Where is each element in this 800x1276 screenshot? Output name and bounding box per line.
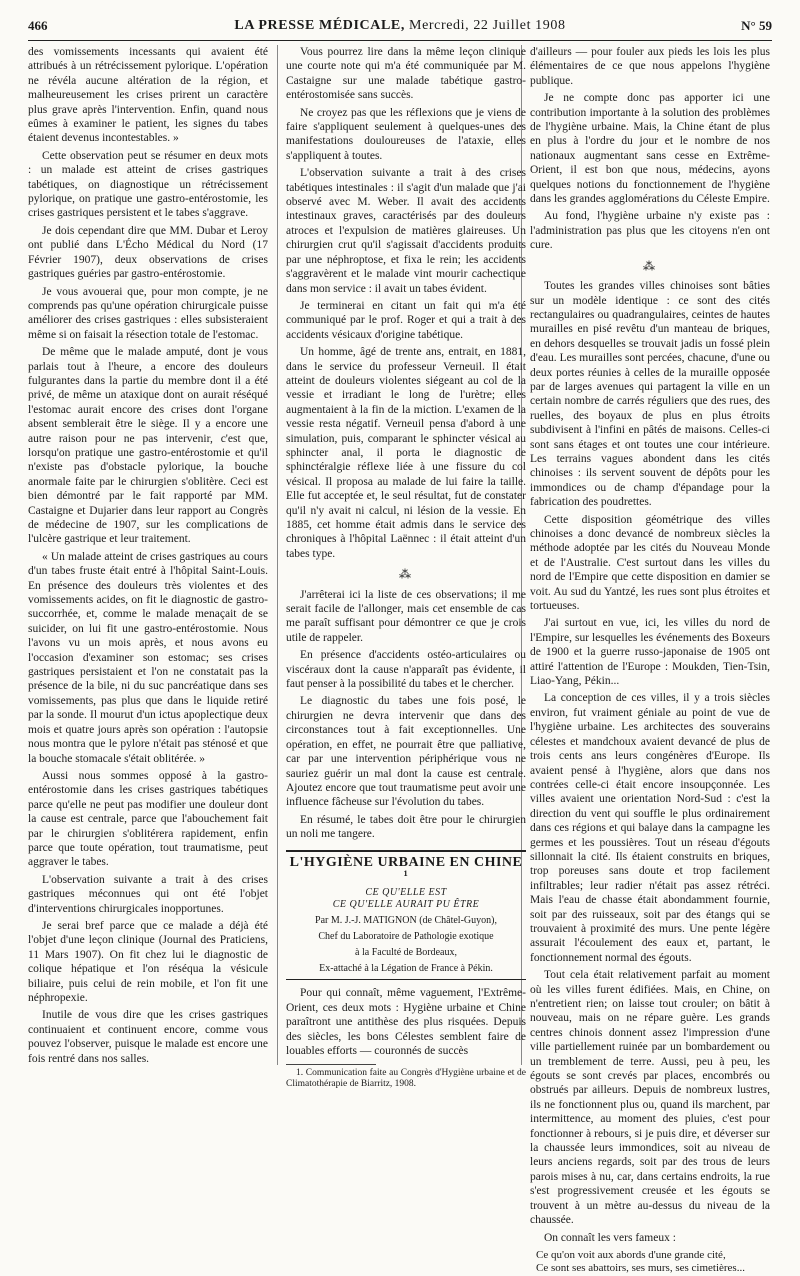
paragraph: Je ne compte donc pas apporter ici une contribution importante à la solution des problèmes de l'hygiène urbaine. Mais, la Chine étant de plus en plus à l'ordre du jour et le nombre de nos nationaux augmentant sans cesse en Extrême-Orient, il est bon que nous, médecins, ayons quelques notions du fonctionnement de l'hygiène dans les grandes agglomérations du Céleste Empire. (530, 92, 770, 206)
paragraph: Aussi nous sommes opposé à la gastro-entérostomie dans les crises gastriques tabétiques parce qu'elle ne peut pas modifier une douleur dont la cause est centrale, parce que l'abouchement fait par le chirurgien s'oblitérera rapidement, enfin parce que toute opération, tout traumatisme, peut aggraver le tabes. (28, 769, 268, 869)
section-separator: ⁂ (643, 258, 657, 273)
article-subtitle: CE QU'ELLE AURAIT PU ÊTRE (332, 899, 480, 911)
paragraph: d'ailleurs — pour fouler aux pieds les lois les plus élémentaires de ce que nous appelons l'hygiène publique. (530, 46, 770, 87)
verse-line: Ce qu'on voit aux abords d'une grande cité, (536, 1248, 726, 1261)
paragraph: Je terminerai en citant un fait qui m'a été communiqué par le prof. Roger et qui a trait à des accidents vésicaux d'origine tabétique. (286, 299, 526, 341)
paragraph: Je serai bref parce que ce malade a déjà été l'objet d'une leçon clinique (Journal des Praticiens, 11 Mars 1907). On fit chez lui le diagnostic de colique hépatique et l'on réséqua la vésicule biliaire, puis celui de rein mobile, et l'on fit une néphropexie. (28, 919, 268, 1004)
verse-quote (530, 1249, 770, 1276)
column-1 (28, 45, 268, 1065)
paragraph: On connaît les vers fameux : (544, 1231, 676, 1244)
paragraph: Je dois cependant dire que MM. Dubar et Leroy ont publié dans L'Écho Médical du Nord (17 Février 1907), deux observations de crises gastriques guéries par gastro-entérostomie. (28, 224, 268, 281)
paragraph: La conception de ces villes, il y a trois siècles environ, fut vraiment géniale au point de vue de l'hygiène urbaine. Les architectes des souverains célestes et mandchoux avaient devancé de plus de trois cents ans leurs congénères d'Europe. Ils avaient pensé à l'hygiène, alors que dans nos contrées celle-ci était encore insoupçonnée. Les villes avaient une orientation Nord-Sud : c'est la direction du vent qui souffle le plus ordinairement dans ces régions et qui balaye dans la campagne les germes et les poussières. Tout un réseau d'égouts sillonnait la cité. Ils étaient construits en briques, trop poreuses sans doute et trop facilement infiltrables; leur radier n'était pas assez rétréci. Mais l'eau de chasse était abondamment fournie, soit par des ruisseaux, soit par des étangs qui se trouvaient à proximité des murs. Une pente légère assurait l'écoulement des eaux et, partant, le fonctionnement normal des égouts. (530, 692, 770, 964)
paragraph: Ne croyez pas que les réflexions que je viens de faire s'appliquent seulement à quelques-unes des manifestations douloureuses de l'ataxie, elles s'appliquent à toutes. (286, 106, 526, 162)
column-2 (286, 45, 526, 1090)
page-number: 466 (28, 18, 48, 33)
paragraph: En résumé, le tabes doit être pour le chirurgien un noli me tangere. (286, 813, 526, 841)
article-affiliation: à la Faculté de Bordeaux, (355, 947, 457, 959)
masthead-title: LA PRESSE MÉDICALE, (234, 18, 405, 33)
paragraph: Un homme, âgé de trente ans, entrait, en 1881, dans le service du professeur Verneuil. Il était atteint de douleurs violentes siégeant au col de la vessie et irradiant le long de l'urètre; elles augmentaient à la fin de la miction. L'examen de la vessie resta négatif. Verneuil pensa d'abord à une simulation, puis, comparant le sphincter vésical au sphincter anal, il porta le diagnostic de sphinctéralgie réflexe liée à une fissure du col vésical. Il proposa au malade de lui faire la taille. Elle fut acceptée et, le seul résultat, fut de constater qu'il n'y avait ni calcul, ni lésion de la vessie. En 1885, cet homme était admis dans le service des chroniques à l'hôpital Laënnec : il était atteint d'un tabes type. (286, 346, 526, 560)
paragraph: Inutile de vous dire que les crises gastriques continuaient et continuent encore, comme vous pouvez l'observer, puisque le malade est encore une fois rentré dans nos salles. (28, 1009, 268, 1065)
article-title: L'HYGIÈNE URBAINE EN CHINE ¹ (289, 854, 523, 884)
paragraph: Je vous avouerai que, pour mon compte, je ne comprends pas qu'une opération chirurgicale puisse améliorer des crises gastriques : elles subsisteraient même si on faisait la résection totale de l'estomac. (28, 285, 268, 341)
paragraph: Tout cela était relativement parfait au moment où les villes furent édifiées. Mais, en Chine, on n'entretient rien; on laisse tout crouler; on bâtit à nouveau, mais on ne répare guère. Les grands centres chinois donnent assez l'impression d'une ville partiellement ruinée par un bombardement ou un tremblement de terre. Aussi, peu à peu, les égouts se sont crevés par places, encombrés ou obstrués par ailleurs. Depuis de nombreux lustres, ils ne fonctionnent plus ou, quand ils marchent, par intermittence, au moment des pluies, c'est pour fonctionner à rebours, si je puis dire, et déverser sur la chaussée leurs immondices, soit au niveau de leurs anciens regards, soit par des trous de leurs parois mises à nu, car, dans certains endroits, la rue s'est progressivement creusée et les égouts se trouvent à un mètre au-dessus du niveau de la chaussée. (530, 969, 770, 1227)
paragraph: Toutes les grandes villes chinoises sont bâties sur un modèle identique : ce sont des cités rectangulaires ou quadrangulaires, ceintes de hautes murailles en pisé revêtu d'un manteau de briques, en dehors desquelles se trouvait jadis un fossé plein d'eau. Les murailles sont percées, chacune, d'une ou deux portes réunies à celles de la muraille opposée par de larges avenues qui partagent la ville en un certain nombre de carrés réguliers que des rues, des ruelles, des boyaux de plus en plus étroits subdivisent à l'infini en pâtés de maisons. Celles-ci sont sans étages et ont toutes une cour intérieure. Les terrains vagues abondent dans les cités chinoises : ils servent souvent de dépôts pour les immondices ou de champ d'épandage pour la fabrication des poudrettes. (530, 280, 770, 509)
paragraph: Au fond, l'hygiène urbaine n'y existe pas : l'administration pas plus que les citoyens n'en ont cure. (530, 210, 770, 252)
article-affiliation: Chef du Laboratoire de Pathologie exotique (318, 931, 494, 943)
paragraph: « Un malade atteint de crises gastriques au cours d'un tabes fruste était entré à l'hôpital Saint-Louis. En présence des douleurs très violentes et des vomissements acides, on fit le diagnostic de gastro-succorrhée, et, comme le malade menaçait de se suicider, on lui fit une gastro-entérostomie. Nous l'avons vu un mois après, et nous avons eu l'occasion d'examiner son estomac; ses crises gastriques persistaient et l'on ne constatait pas la présence de la bile, ni du suc pancréatique dans ses vomissements, pas plus que dans le liquide retiré par la sonde. Il mourut d'un ictus apoplectique deux mois et quatre jours après son opération : l'autopsie nous montra que le pylore n'était pas sténosé et que la bouche stomacale s'était oblitérée. » (28, 550, 268, 765)
article-heading (286, 850, 526, 981)
article-subtitle: CE QU'ELLE EST (365, 887, 447, 899)
paragraph: L'observation suivante a trait à des crises gastriques méconnues qui ont été l'objet d'interventions chirurgicales inopportunes. (28, 873, 268, 915)
issue-number: N° 59 (741, 18, 772, 33)
paragraph: J'arrêterai ici la liste de ces observations; il me serait facile de l'allonger, mais cet ensemble de cas me paraît suffisant pour démontrer ce que je crois utile de rappeler. (286, 588, 526, 644)
paragraph: J'ai surtout en vue, ici, les villes du nord de l'Empire, sur lesquelles les événements des Boxeurs de 1900 et la guerre russo-japonaise de 1905 ont attiré l'attention de l'Europe : Moukden, Tien-Tsin, Liao-Yang, Pékin... (530, 617, 770, 688)
masthead (28, 18, 772, 34)
paragraph: En présence d'accidents ostéo-articulaires ou viscéraux dont la cause n'apparaît pas évidente, il faut penser à la possibilité du tabes et le chercher. (286, 649, 526, 691)
paragraph: Cette observation peut se résumer en deux mots : un malade est atteint de crises gastriques tabétiques, on diagnostique un rétrécissement pylorique, on pratique une gastro-entérostomie, les crises gastriques persistent et le tabes s'aggrave. (28, 149, 268, 220)
column-divider (277, 45, 278, 1065)
header-rule (28, 40, 772, 41)
section-separator: ⁂ (399, 567, 413, 582)
paragraph: L'observation suivante a trait à des crises tabétiques intestinales : il s'agit d'un malade que j'ai observé avec M. Weber. Il avait des accidents intestinaux graves, caractérisés par des douleurs atroces et l'expulsion de matières glaireuses. Un chirurgien crut qu'il s'agissait d'accidents produits par une néphroptose, et fixa le rein; les accidents s'aggravèrent et le malade vint mourir cachectique dans mon service : il avait un tabes évident. (286, 167, 526, 295)
paragraph: De même que le malade amputé, dont je vous parlais tout à l'heure, a encore des douleurs fulgurantes dans la partie du membre dont il a été privé, de même un ataxique dont on aurait réséqué l'estomac aurait encore des crises dont l'organe absent semblerait être le siège. Il y a encore une autre raison pour ne pas intervenir, c'est que, lorsqu'on pratique une gastro-entérostomie et qu'il n'existe pas d'obstacle pylorique, la bouche anormale faite par le chirurgien s'oblitère. Ceci est bien démontré par le fait rapporté par MM. Castaigne et Dujarier dans leur rapport au Congrès de médecine de 1907, sur les complications de l'ulcère gastrique et leur traitement. (28, 346, 268, 546)
paragraph: Cette disposition géométrique des villes chinoises a donc devancé de nombreux siècles la méthode adoptée par les cités du Nouveau Monde et de l'Australie. C'est surtout dans les villes du nord de l'Empire que cette disposition en damier se voit. Au sud du Yantzé, les rues sont plus étroites et tortueuses. (530, 513, 770, 613)
footnote-rule (286, 1064, 376, 1065)
column-3 (530, 45, 770, 1275)
page-header (28, 18, 772, 40)
article-affiliation: Ex-attaché à la Légation de France à Pékin. (319, 963, 493, 975)
paragraph: des vomissements incessants qui avaient été attribués à un rétrécissement pylorique. L'opération ne révéla aucune altération de la région, et malheureusement les crises prirent un caractère plus grave après l'intervention. Enfin, quand nous eûmes à examiner le patient, les signes du tabes étaient devenus incontestables. » (28, 46, 268, 145)
verse-line: Ce sont ses abattoirs, ses murs, ses cimetières... (536, 1262, 745, 1275)
paragraph: Le diagnostic du tabes une fois posé, le chirurgien ne devra intervenir que dans des circonstances tout à fait exceptionnelles. Une opération, en effet, ne pourrait être que palliative, car par une intervention périphérique vous ne sauriez guérir un mal dont la cause est centrale. Ajoutez encore que tout traumatisme peut avoir une influence fâcheuse sur l'évolution du tabes. (286, 695, 526, 809)
article-author: Par M. J.-J. MATIGNON (de Châtel-Guyon), (315, 915, 497, 927)
masthead-date: Mercredi, 22 Juillet 1908 (409, 18, 566, 33)
footnote: 1. Communication faite au Congrès d'Hygiène urbaine et de Climatothérapie de Biarritz, 1908. (286, 1068, 526, 1090)
paragraph: Vous pourrez lire dans la même leçon clinique une courte note qui m'a été communiquée par M. Castaigne sur une malade tabétique gastro-entérostomisée sans succès. (286, 46, 526, 102)
paragraph: Pour qui connaît, même vaguement, l'Extrême-Orient, ces deux mots : Hygiène urbaine et Chine paraîtront une antithèse des plus risquées. Depuis des siècles, les bons Célestes semblent faire de louables efforts — couronnés de succès (286, 987, 526, 1057)
